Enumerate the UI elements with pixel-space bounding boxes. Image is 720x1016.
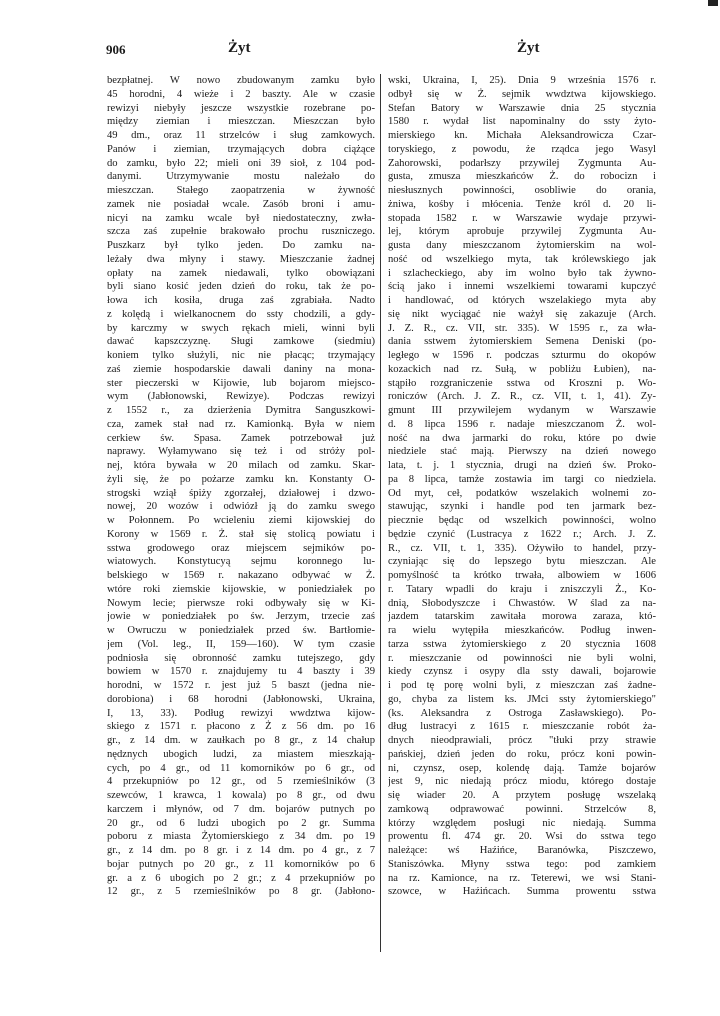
- text-line: łowa ich kosiła, druga zaś zgrabiała. Nadto: [107, 295, 375, 306]
- text-line: nej, która bywała w 20 milach od zamku. Skar-: [107, 460, 375, 471]
- text-line: rewizyi niebyły jeszcze wszystkie rozebrane po-: [107, 102, 375, 114]
- text-line: jazdem tatarskim zawitała morowa zaraza, któ-: [388, 611, 656, 623]
- text-line: r. mieszczanie od powinności nie byli wolni,: [388, 652, 656, 664]
- text-line: szowce, w Haźińcach. Summa prowentu sstwa: [388, 886, 656, 898]
- text-line: tarza sstwa żytomierskiego z 20 stycznia 1608: [388, 638, 656, 650]
- text-line: cza, zamek stał nad rz. Kamionką. Była w niem: [107, 418, 375, 430]
- text-line: stąpiło rozgraniczenie sstwa od Kroszni p. Wo-: [388, 377, 656, 389]
- text-line: Staniszówka. Młyny sstwa tego: pod zamkiem: [388, 858, 656, 870]
- text-line: 45 horodni, 4 wieże i 2 baszty. Ale w czasie: [107, 88, 375, 100]
- text-line: Zahorowski, podarłszy przywilej Zygmunta Au-: [388, 157, 656, 169]
- text-line: ścią jako i innemi wszelkiemi towarami kupczyć: [388, 281, 656, 293]
- text-line: ra wielu wytępiła mieszkańców. Podług inwen-: [388, 625, 656, 636]
- scan-corner-mark: [708, 0, 718, 6]
- text-line: pańskiej, dzień jeden do roku, prócz koni powin-: [388, 748, 656, 760]
- text-line: lej, którym aprobuje przywilej Zygmunta Au-: [388, 226, 656, 238]
- text-line: lata, t. j. 1 stycznia, drugi na dzień św. Proko-: [388, 460, 656, 471]
- text-line: ster pieczerski w Kijowie, lub bojarom miejsco-: [107, 377, 375, 389]
- text-line: stopada 1582 r. w Warszawie wydaje przywi-: [388, 212, 656, 224]
- text-line: pa 8 lipca, tamże zostawia im targi co niedziela.: [388, 473, 656, 485]
- text-line: J. Z. R., cz. VII, str. 335). W 1595 r., za wła-: [388, 322, 656, 334]
- text-line: gusta, zmusza mieszkańców Ż. do robocizn i: [388, 171, 656, 183]
- text-line: Panów i ziemian, trzymających dobra ciążące: [107, 143, 375, 155]
- text-line: Stefan Batory w Warszawie dnia 25 stycznia: [388, 102, 656, 114]
- text-line: szewców, 1 krawca, 1 kowala) po 8 gr., od dwu: [107, 790, 375, 801]
- column-divider: [380, 74, 381, 952]
- text-line: zaś ziemie hospodarskie dawali daniny na mona-: [107, 363, 375, 375]
- text-line: czyniając się do lepszego bytu mieszczan. Ale: [388, 556, 656, 568]
- text-line: będzie czynić (Lustracya z 1622 r.; Arch. J. Z.: [388, 528, 656, 540]
- text-line: podniosła się obronność zamku tutejszego, gdy: [107, 652, 375, 664]
- text-line: naprawy. Wyłamywano się też i od stróży pol-: [107, 446, 375, 458]
- text-line: niedziele stać mają. Pierwszy na dzień nowego: [388, 446, 656, 458]
- text-line: zamkową odprawować powinni. Strzelców 8,: [388, 803, 656, 815]
- text-line: wym (Jabłonowski, Rewizye). Podczas rewizyi: [107, 391, 375, 403]
- text-line: jem (Vol. leg., II, 159—160). W tym czasie: [107, 638, 375, 650]
- text-line: niesłusznych powinności, osobliwie do orania,: [388, 185, 656, 196]
- text-line: zamek nie posiadał wcale. Zasób broni i amu-: [107, 198, 375, 210]
- text-line: byli siano kosić jeden dzień do roku, tak że po-: [107, 281, 375, 293]
- text-line: wski, Ukraina, I, 25). Dnia 9 września 1576 r.: [388, 75, 656, 86]
- text-line: dania sstwem żytomierskiem Semena Deniski (po-: [388, 336, 656, 348]
- text-line: kiedy czynsz i osypy dla ssty dawali, bojarowie: [388, 666, 656, 678]
- text-line: Puszkarz był tylko jeden. Do zamku na-: [107, 240, 375, 251]
- text-line: skiego z 1571 r. płacono z Ż z 56 dm. po 16: [107, 721, 375, 733]
- text-line: się nikt wyciągać nie ważył się zakazuje (Arch.: [388, 308, 656, 320]
- text-line: wiatowych. Konstytucyą sejmu koronnego lu-: [107, 556, 375, 568]
- text-line: szcza zaś zupełnie brakowało prochu ruszniczego.: [107, 226, 375, 238]
- text-line: go, chyba za listem ks. JMci ssty żytomierskiego": [388, 693, 656, 705]
- text-line: między ziemian i mieszczan. Mieszczan było: [107, 116, 375, 128]
- text-line: (ks. Aleksandra z Ostroga Zasławskiego). Po-: [388, 707, 656, 719]
- text-line: cych, po 4 gr., od 11 komorników po 6 gr., od: [107, 762, 375, 774]
- text-line: piecznie będąc od wszelkich powinności, wolno: [388, 515, 656, 526]
- text-line: z kolędą i wielkanocnem do ssty chodzili, a gdy-: [107, 308, 375, 320]
- right-text-column: [388, 74, 656, 899]
- text-line: d. 8 lipca 1596 r. nadaje mieszczanom Ż. wol-: [388, 418, 656, 430]
- left-text-column: [107, 74, 375, 899]
- text-line: bowiem w 1570 r. znajdujemy tu 4 baszty i 39: [107, 666, 375, 678]
- text-line: w Połonnem. Po wcieleniu ziemi kijowskiej do: [107, 515, 375, 526]
- text-line: toryskiego, z powodu, że rządca jego Wasyl: [388, 143, 656, 155]
- text-line: 4 przekupniów po 12 gr., od 5 rzemieślników (3: [107, 776, 375, 788]
- text-line: roniczów (Arch. J. Z. R., cz. VII, t. 1, 41). Zy-: [388, 391, 656, 403]
- text-line: 12 gr., z 5 rzemieślników po 8 gr. (Jabłono-: [107, 886, 375, 898]
- text-line: cerkiew św. Spasa. Zamek potrzebował już: [107, 432, 375, 444]
- text-line: bojar putnych po 20 gr., z 11 komorników po 6: [107, 858, 375, 870]
- text-line: pomyślność ta krótko trwała, albowiem w 1606: [388, 570, 656, 581]
- text-line: I, 13, 33). Podług rewizyi wwdztwa kijow-: [107, 707, 375, 719]
- text-line: jowie w poniedziałek po św. Jerzym, trzecie zaś: [107, 611, 375, 623]
- text-line: dnią, Słobodyszcze i Chwastów. W ślad za na-: [388, 597, 656, 609]
- text-line: żyli się, że po pożarze zamku kn. Konstanty O-: [107, 473, 375, 485]
- text-line: r. Tatary wpadli do kraju i zniszczyli Ż., Ko-: [388, 583, 656, 595]
- text-line: danymi. Utrzymywanie mostu należało do: [107, 171, 375, 183]
- text-line: dnych nieodprawiali, prócz "tłuki przy strawie: [388, 735, 656, 746]
- text-line: 1580 r. wydał list napominalny do ssty żyto-: [388, 116, 656, 128]
- text-line: opłaty na zamek niedawali, tylko obowiązani: [107, 267, 375, 279]
- text-line: R., cz. VII, t. 1, 335). Ożywiło to handel, przy-: [388, 542, 656, 554]
- page-number: 906: [106, 42, 126, 57]
- text-line: gr., z 14 dm. w zaułkach po 8 gr., z 14 chałup: [107, 735, 375, 746]
- text-line: na rz. Kamionce, na rz. Teterewi, we wsi Stani-: [388, 872, 656, 884]
- text-line: mierskiego kn. Michała Aleksandrowicza Czar-: [388, 130, 656, 141]
- text-line: bezpłatnej. W nowo zbudowanym zamku było: [107, 75, 375, 86]
- text-line: poboru z miasta Żytomierskiego z 34 dm. po 19: [107, 831, 375, 843]
- text-line: gr. a z 6 ubogich po 2 gr.; z 4 przekupniów po: [107, 872, 375, 884]
- text-line: koniem tylko służyli, nic nie płacąc; trzymający: [107, 350, 375, 361]
- text-line: nędznych ubogich ludzi, za miastem mieszkają-: [107, 748, 375, 760]
- text-line: mieszczan. Stałego zaopatrzenia w żywność: [107, 185, 375, 196]
- text-line: prowentu fl. 474 gr. 20. Wsi do sstwa tego: [388, 831, 656, 843]
- text-line: Korony w 1569 r. Ż. stał się stolicą powiatu i: [107, 528, 375, 540]
- text-line: się wiader 20. A przytem posługę wszelaką: [388, 790, 656, 801]
- text-line: gusta dany mieszczanom żytomierskim na wol-: [388, 240, 656, 251]
- text-line: jest 9, nic niedają prócz miodu, którego dostaje: [388, 776, 656, 788]
- text-line: 20 gr., od 6 ludzi ubogich po 2 gr. Summa: [107, 817, 375, 829]
- text-line: sstwa grodowego oraz miejscem sejmików po-: [107, 542, 375, 554]
- text-line: należące: wś Haźińce, Baranówka, Piszczewo,: [388, 845, 656, 856]
- text-line: ni, czynsz, osep, kolendę dają. Tamże bojarów: [388, 762, 656, 774]
- text-line: żniwa, kośby i młócenia. Tenże król d. 20 li-: [388, 198, 656, 210]
- text-line: i handlować, od których wszelakiego myta aby: [388, 295, 656, 306]
- text-line: gmunt III przywilejem wydanym w Warszawie: [388, 405, 656, 416]
- text-line: dawać kapszczyznę. Sługi zamkowe (siedmiu): [107, 336, 375, 348]
- text-line: nicyi na zamku wcale był niedostateczny, zwła-: [107, 212, 375, 224]
- text-line: i szlacheckiego, aby im wolno było tak żywno-: [388, 267, 656, 279]
- text-line: Nowym lecie; pierwsze roki odbywały się w Ki-: [107, 597, 375, 609]
- text-line: Od myt, ceł, podatków wszelakich wolnemi zo-: [388, 487, 656, 499]
- text-line: którzy względem posługi nic niedają. Summa: [388, 817, 656, 829]
- text-line: strogski wziął śpiży zgorzałej, działowej i dzwo-: [107, 487, 375, 499]
- text-line: kozackich nad rz. Sułą, w pobliżu Łubien), na-: [388, 363, 656, 375]
- text-line: by karczmy w swych rękach mieli, winni byli: [107, 322, 375, 334]
- text-line: stawując, szynki i handle pod ten jarmark bez-: [388, 501, 656, 513]
- text-line: leżały dwa młyny i stawy. Mieszczanie żadnej: [107, 253, 375, 265]
- text-line: belskiego w 1569 r. nakazano odbywać w Ż.: [107, 570, 375, 581]
- text-line: horodni, w 1572 r. jest już 5 baszt (jedna nie-: [107, 680, 375, 691]
- text-line: ległego w 1596 r. podczas szturmu do okopów: [388, 350, 656, 361]
- text-line: ność na dwa jarmarki do roku, które po dwie: [388, 432, 656, 444]
- text-line: dług lustracyi z 1615 r. mieszczanie robót ża-: [388, 721, 656, 733]
- running-head-left: Żyt: [228, 40, 251, 56]
- text-line: gr., z 14 dm. po 8 gr. i z 14 dm. po 4 gr., z 7: [107, 845, 375, 856]
- text-line: nowej, 20 wozów i odwiózł ją do zamku swego: [107, 501, 375, 513]
- text-line: odbył się w Ż. sejmik wwdztwa kijowskiego.: [388, 88, 656, 100]
- text-line: dorobiona) i 68 horodni (Jabłonowski, Ukraina,: [107, 693, 375, 705]
- running-head-right: Żyt: [517, 40, 540, 56]
- text-line: do zamku, było 22; mieli oni 39 sioł, z 104 pod-: [107, 157, 375, 169]
- text-line: wtóre roki ziemskie kijowskie, w poniedziałek po: [107, 583, 375, 595]
- text-line: ność od wszelkiego myta, tak królewskiego jak: [388, 253, 656, 265]
- text-line: w Owruczu w poniedziałek przed św. Bartłomie-: [107, 625, 375, 636]
- text-line: 49 dm., oraz 11 strzelców i sług zamkowych.: [107, 130, 375, 141]
- text-line: z 1552 r., za dzierżenia Dymitra Sanguszkowi-: [107, 405, 375, 416]
- text-line: i pod tę porę wolni byli, z mieszczan zaś żadne-: [388, 680, 656, 691]
- text-line: karczem i młynów, od 7 dm. bojarów putnych po: [107, 803, 375, 815]
